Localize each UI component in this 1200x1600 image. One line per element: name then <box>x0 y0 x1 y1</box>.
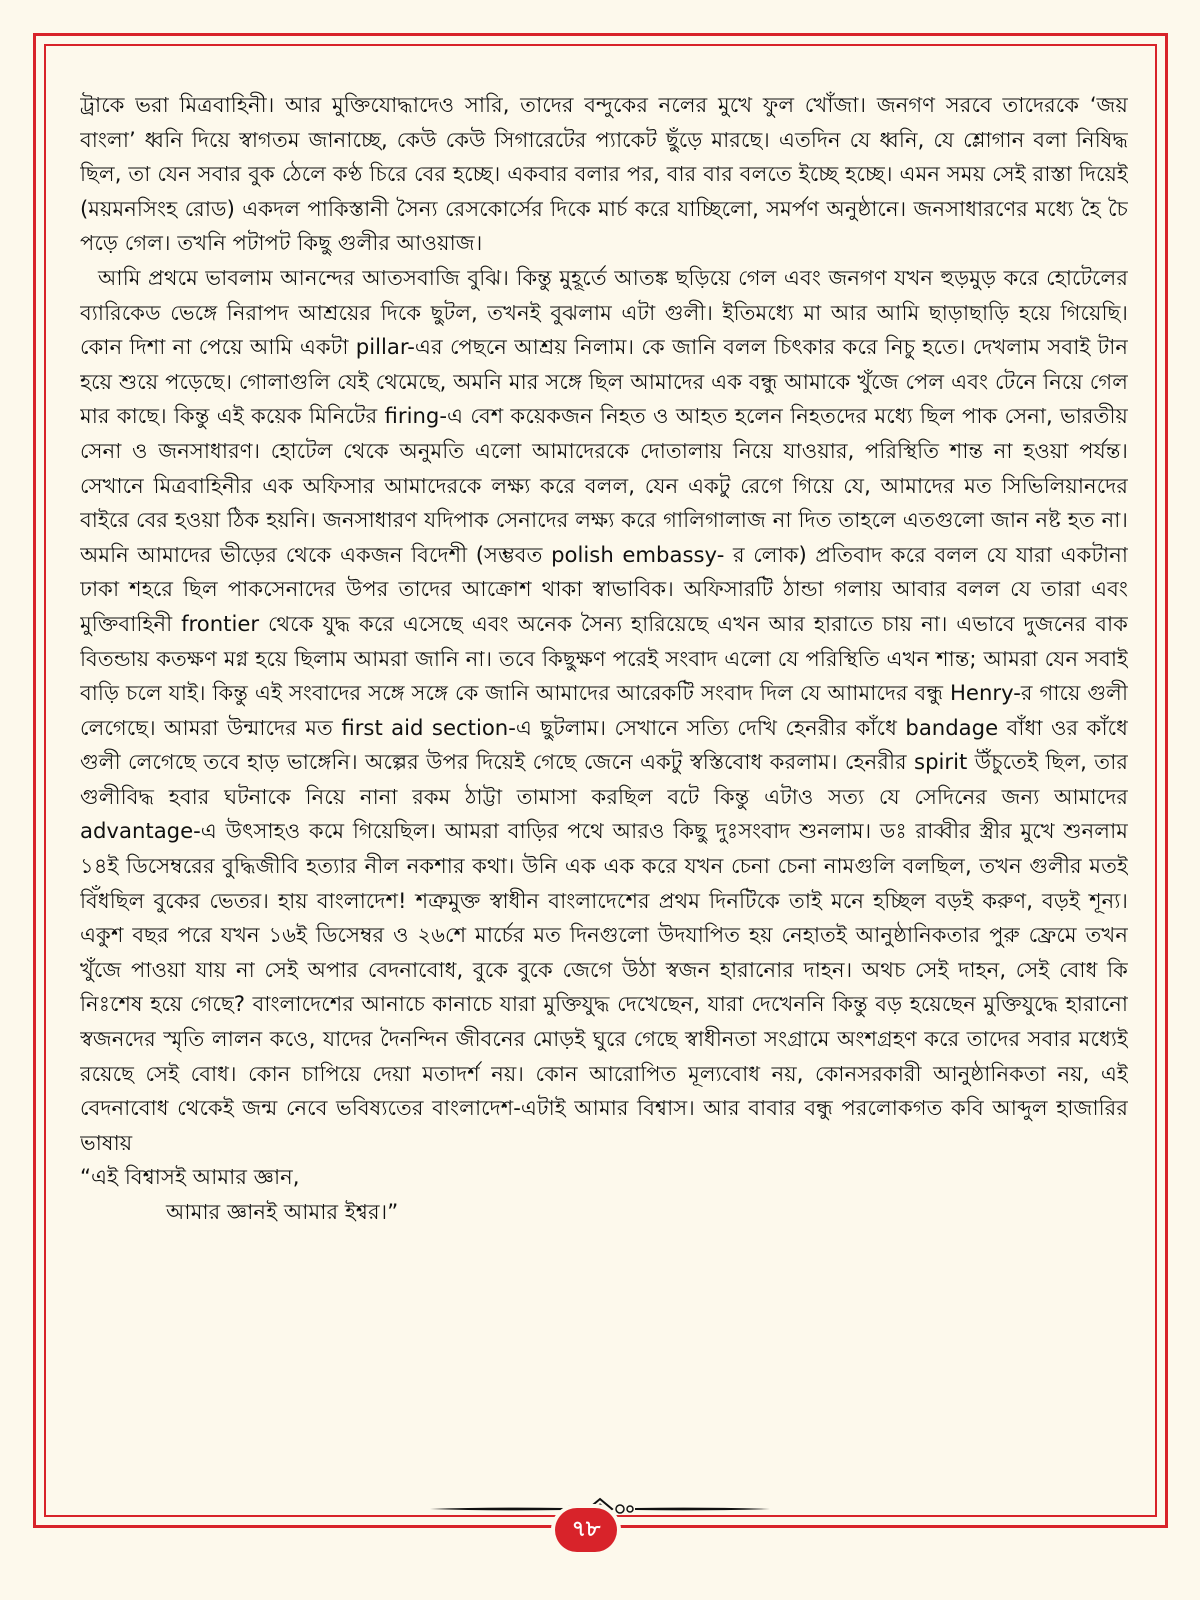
article-body <box>80 88 1128 1468</box>
page-number: ৭৮ <box>571 1516 601 1542</box>
verse-line-2: আমার জ্ঞানই আমার ইশ্বর।” <box>166 1199 399 1224</box>
paragraph-1: ট্রাকে ভরা মিত্রবাহিনী। আর মুক্তিযোদ্ধাদেও সারি, তাদের বন্দুকের নলের মুখে ফুল খোঁজা। জনগণ সরবে তাদেরকে ‘জয় বাংলা’ ধ্বনি দিয়ে স্বাগতম জানাচ্ছে, কেউ কেউ সিগারেটের প্যাকেট ছুঁড়ে মারছে। এতদিন যে ধ্বনি, যে শ্লোগান বলা নিষিদ্ধ ছিল, তা যেন সবার বুক ঠেলে কণ্ঠ চিরে বের হচ্ছে। একবার বলার পর, বার বার বলতে ইচ্ছে হচ্ছে। এমন সময় সেই রাস্তা দিয়েই (ময়মনসিংহ রোড) একদল পাকিস্তানী সৈন্য রেসকোর্সের দিকে মার্চ করে যাচ্ছিলো, সমর্পণ অনুষ্ঠানে। জনসাধারণের মধ্যে হৈ চৈ পড়ে গেল। তখনি পটাপট কিছু গুলীর আওয়াজ। <box>80 92 1128 256</box>
page-number-badge <box>555 1508 617 1552</box>
verse-line-1: “এই বিশ্বাসই আমার জ্ঞান, <box>80 1164 300 1190</box>
paragraph-2: আমি প্রথমে ভাবলাম আনন্দের আতসবাজি বুঝি। কিন্তু মুহূর্তে আতঙ্ক ছড়িয়ে গেল এবং জনগণ যখন হুড়মুড় করে হোটেলের ব্যারিকেড ভেঙ্গে নিরাপদ আশ্রয়ের দিকে ছুটল, তখনই বুঝলাম এটা গুলী। ইতিমধ্যে মা আর আমি ছাড়াছাড়ি হয়ে গিয়েছি। কোন দিশা না পেয়ে আমি একটা pillar-এর পেছনে আশ্রয় নিলাম। কে জানি বলল চিৎকার করে নিচু হতে। দেখলাম সবাই টান হয়ে শুয়ে পড়েছে। গোলাগুলি যেই থেমেছে, অমনি মার সঙ্গে ছিল আমাদের এক বন্ধু আমাকে খুঁজে পেল এবং টেনে নিয়ে গেল মার কাছে। কিন্তু এই কয়েক মিনিটের firing-এ বেশ কয়েকজন নিহত ও আহত হলেন নিহতদের মধ্যে ছিল পাক সেনা, ভারতীয় সেনা ও জনসাধারণ। হোটেল থেকে অনুমতি এলো আমাদেরকে দোতালায় নিয়ে যাওয়ার, পরিস্থিতি শান্ত না হওয়া পর্যন্ত। সেখানে মিত্রবাহিনীর এক অফিসার আমাদেরকে লক্ষ্য করে বলল, যেন একটু রেগে গিয়ে যে, আমাদের মত সিভিলিয়ানদের বাইরে বের হওয়া ঠিক হয়নি। জনসাধারণ যদিপাক সেনাদের লক্ষ্য করে গালিগালাজ না দিত তাহলে এতগুলো জান নষ্ট হত না। অমনি আমাদের ভীড়ের থেকে একজন বিদেশী (সম্ভবত polish embassy- র লোক) প্রতিবাদ করে বলল যে যারা একটানা ঢাকা শহরে ছিল পাকসেনাদের উপর তাদের আক্রোশ থাকা স্বাভাবিক। অফিসারটি ঠান্ডা গলায় আবার বলল যে তারা এবং মুক্তিবাহিনী frontier থেকে যুদ্ধ করে এসেছে এবং অনেক সৈন্য হারিয়েছে এখন আর হারাতে চায় না। এভাবে দুজনের বাক বিতন্ডায় কতক্ষণ মগ্ন হয়ে ছিলাম আমরা জানি না। তবে কিছুক্ষণ পরেই সংবাদ এলো যে পরিস্থিতি এখন শান্ত; আমরা যেন সবাই বাড়ি চলে যাই। কিন্তু এই সংবাদের সঙ্গে সঙ্গে কে জানি আমাদের আরেকটি সংবাদ দিল যে আামাদের বন্ধু Henry-র গায়ে গুলী লেগেছে। আমরা উন্মাদের মত first aid section-এ ছুটলাম। সেখানে সত্যি দেখি হেনরীর কাঁধে bandage বাঁধা ওর কাঁধে গুলী লেগেছে তবে হাড় ভাঙ্গেনি। অল্পের উপর দিয়েই গেছে জেনে একটু স্বস্তিবোধ করলাম। হেনরীর spirit উঁচুতেই ছিল, তার গুলীবিদ্ধ হবার ঘটনাকে নিয়ে নানা রকম ঠাট্টা তামাসা করছিল বটে কিন্তু এটাও সত্য যে সেদিনের জন্য আমাদের advantage-এ উৎসাহও কমে গিয়েছিল। আমরা বাড়ির পথে আরও কিছু দুঃসংবাদ শুনলাম। ডঃ রাব্বীর স্ত্রীর মুখে শুনলাম ১৪ই ডিসেম্বরের বুদ্ধিজীবি হত্যার নীল নকশার কথা। উনি এক এক করে যখন চেনা চেনা নামগুলি বলছিল, তখন গুলীর মতই বিঁধছিল বুকের ভেতর। হায় বাংলাদেশ! শত্রুমুক্ত স্বাধীন বাংলাদেশের প্রথম দিনটিকে তাই মনে হচ্ছিল বড়ই করুণ, বড়ই শূন্য। একুশ বছর পরে যখন ১৬ই ডিসেম্বর ও ২৬শে মার্চের মত দিনগুলো উদযাপিত হয় নেহাতই আনুষ্ঠানিকতার পুরু ফ্রেমে তখন খুঁজে পাওয়া যায় না সেই অপার বেদনাবোধ, বুকে বুকে জেগে উঠা স্বজন হারানোর দাহন। অথচ সেই দাহন, সেই বোধ কি নিঃশেষ হয়ে গেছে? বাংলাদেশের আনাচে কানাচে যারা মুক্তিযুদ্ধ দেখেছেন, যারা দেখেননি কিন্তু বড় হয়েছেন মুক্তিযুদ্ধে হারানো স্বজনদের স্মৃতি লালন কওে, যাদের দৈনন্দিন জীবনের মোড়ই ঘুরে গেছে স্বাধীনতা সংগ্রামে অংশগ্রহণ করে তাদের সবার মধ্যেই রয়েছে সেই বোধ। কোন চাপিয়ে দেয়া মতাদর্শ নয়। কোন আরোপিত মূল্যবোধ নয়, কোনসরকারী আনুষ্ঠানিকতা নয়, এই বেদনাবোধ থেকেই জন্ম নেবে ভবিষ্যতের বাংলাদেশ-এটাই আমার বিশ্বাস। আর বাবার বন্ধু পরলোকগত কবি আব্দুল হাজারির ভাষায় <box>80 264 1128 1155</box>
